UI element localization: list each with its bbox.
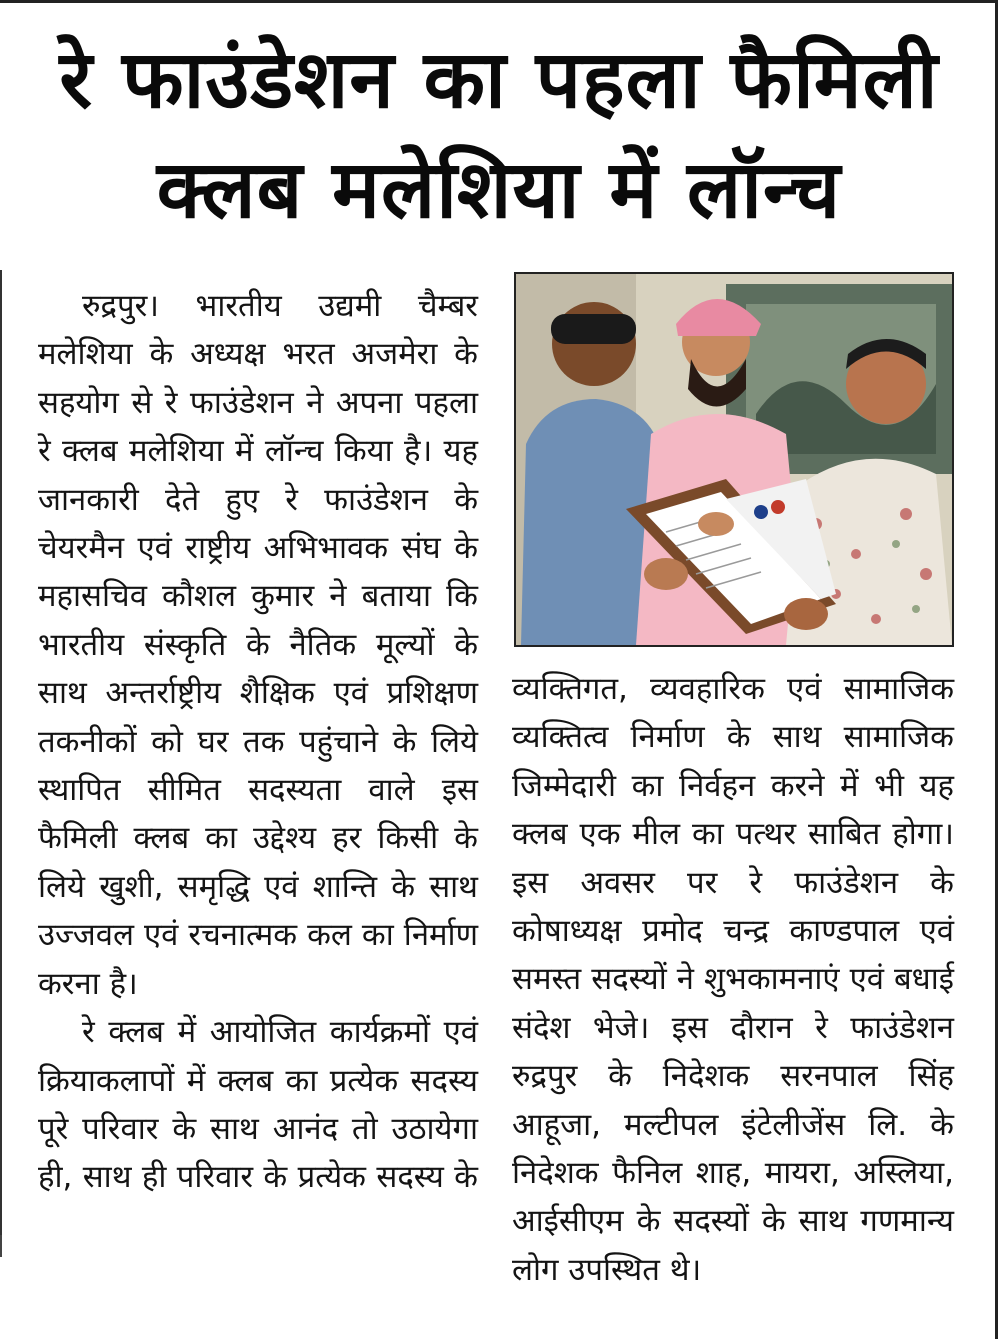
headline-line-2: क्लब मलेशिया में लॉन्च	[156, 143, 842, 236]
top-border-rule	[0, 0, 996, 3]
left-edge-mark	[0, 1235, 2, 1257]
article-right-column	[512, 665, 954, 1294]
left-margin-rule	[0, 270, 2, 1245]
article-paragraph-3: व्यक्तिगत, व्यवहारिक एवं सामाजिक व्यक्तित्व निर्माण के साथ सामाजिक जिम्मेदारी का निर्वहन करने में भी यह क्लब एक मील का पत्थर साबित होगा। इस अवसर पर रे फाउंडेशन के कोषाध्यक्ष प्रमोद चन्द्र काण्डपाल एवं समस्त सदस्यों ने शुभकामनाएं एवं बधाई संदेश भेजे। इस दौरान रे फाउंडेशन रुद्रपुर के निदेशक सरनपाल सिंह आहूजा, मल्टीपल इंटेलीजेंस लि. के निदेशक फैनिल शाह, मायरा, अस्लिया, आईसीएम के सदस्यों के साथ गणमान्य लोग उपस्थित थे।	[512, 671, 954, 1288]
article-paragraph-1: रुद्रपुर। भारतीय उद्यमी चैम्बर मलेशिया के अध्यक्ष भरत अजमेरा के सहयोग से रे फाउंडेशन ने अपना पहला रे क्लब मलेशिया में लॉन्च किया है। यह जानकारी देते हुए रे फाउंडेशन के चेयरमैन एवं राष्ट्रीय अभिभावक संघ के महासचिव कौशल कुमार ने बताया कि भारतीय संस्कृति के नैतिक मूल्यों के साथ अन्तर्राष्ट्रीय शैक्षिक एवं प्रशिक्षण तकनीकों को घर तक पहुंचाने के लिये स्थापित सीमित सदस्यता वाले इस फैमिली क्लब का उद्देश्य हर किसी के लिये खुशी, समृद्धि एवं शान्ति के साथ उज्जवल एवं रचनात्मक कल का निर्माण करना है।	[38, 288, 478, 1002]
article-paragraph-2: रे क्लब में आयोजित कार्यक्रमों एवं क्रियाकलापों में क्लब का प्रत्येक सदस्य पूरे परिवार के साथ आनंद तो उठायेगा ही, साथ ही परिवार के प्रत्येक सदस्य के	[38, 1014, 478, 1196]
news-photo	[514, 272, 954, 647]
headline-line-1: रे फाउंडेशन का पहला फैमिली	[59, 33, 939, 126]
news-photo-icon	[516, 274, 952, 645]
article-left-column	[38, 282, 478, 1202]
